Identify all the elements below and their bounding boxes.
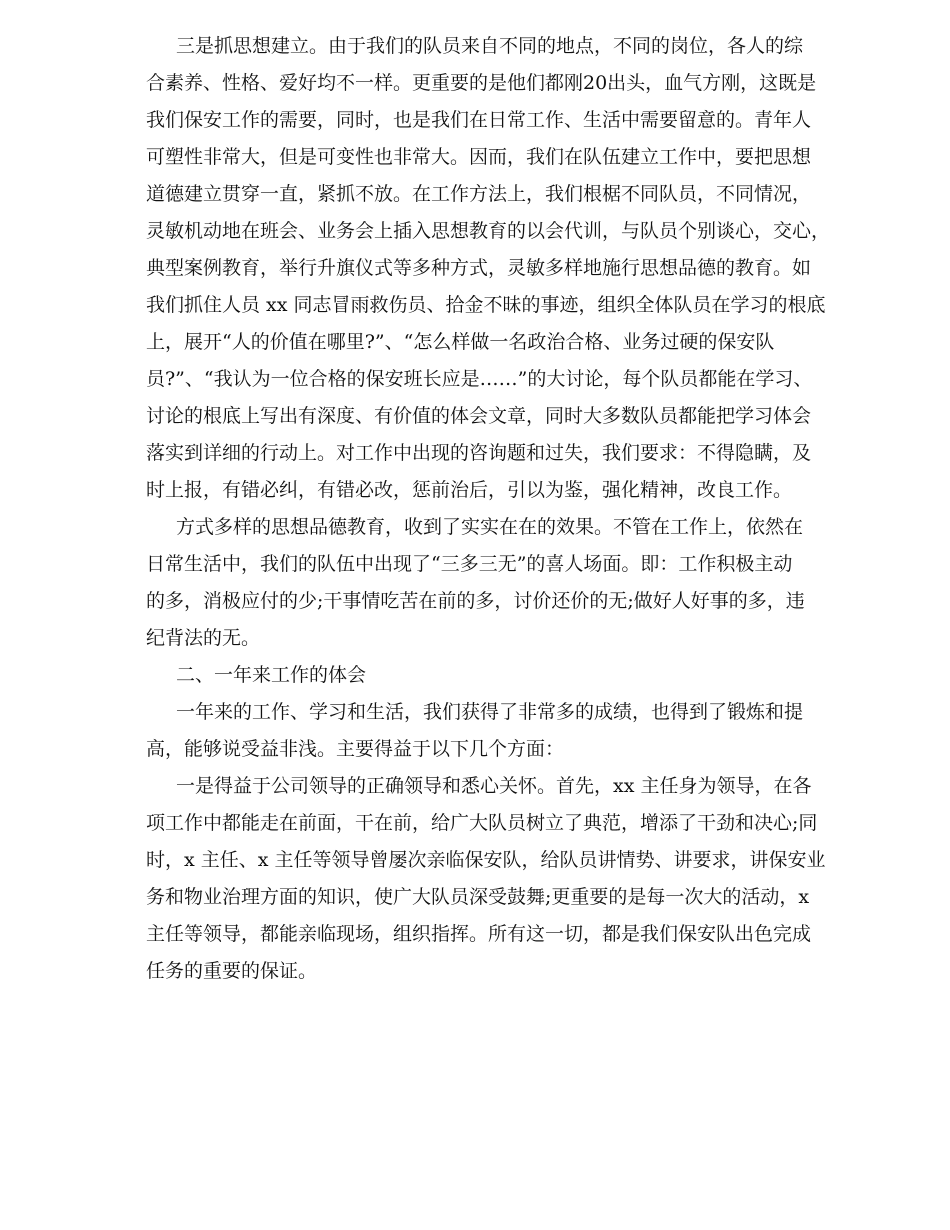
text-line: 上，展开“人的价值在哪里?”、“怎么样做一名政治合格、业务过硬的保安队	[146, 331, 775, 353]
text-line: 高，能够说受益非浅。主要得益于以下几个方面：	[146, 738, 565, 760]
text-line: 典型案例教育，举行升旗仪式等多种方式，灵敏多样地施行思想品德的教育。如	[146, 257, 812, 279]
text-line: 灵敏机动地在班会、业务会上插入思想教育的以会代训，与队员个别谈心，交心，	[146, 220, 831, 242]
text-line: 可塑性非常大，但是可变性也非常大。因而，我们在队伍建立工作中，要把思想	[146, 146, 812, 168]
text-line: 任务的重要的保证。	[146, 960, 318, 982]
text-line: 三是抓思想建立。由于我们的队员来自不同的地点，不同的岗位，各人的综	[176, 35, 804, 57]
text-line: 项工作中都能走在前面，干在前，给广大队员树立了典范，增添了干劲和决心;同	[146, 812, 818, 834]
text-line: 一年来的工作、学习和生活，我们获得了非常多的成绩，也得到了锻炼和提	[176, 701, 804, 723]
text-line: 务和物业治理方面的知识，使广大队员深受鼓舞;更重要的是每一次大的活动，x	[146, 886, 810, 908]
text-line: 一是得益于公司领导的正确领导和悉心关怀。首先，xx 主任身为领导，在各	[176, 775, 812, 797]
text-line: 落实到详细的行动上。对工作中出现的咨询题和过失，我们要求：不得隐瞒，及	[146, 442, 812, 464]
text-line: 合素养、性格、爱好均不一样。更重要的是他们都刚20出头，血气方刚，这既是	[146, 72, 817, 94]
text-line: 主任等领导，都能亲临现场，组织指挥。所有这一切，都是我们保安队出色完成	[146, 923, 812, 945]
text-line: 道德建立贯穿一直，紧抓不放。在工作方法上，我们根椐不同队员，不同情况，	[146, 183, 812, 205]
text-line: 方式多样的思想品德教育，收到了实实在在的效果。不管在工作上，依然在	[176, 516, 804, 538]
text-line: 纪背法的无。	[146, 627, 261, 649]
text-line: 我们抓住人员 xx 同志冒雨救伤员、拾金不昧的事迹，组织全体队员在学习的根底	[146, 294, 826, 316]
text-line: 日常生活中，我们的队伍中出现了“三多三无”的喜人场面。即：工作积极主动	[146, 553, 793, 575]
text-line: 员?”、“我认为一位合格的保安班长应是……”的大讨论，每个队员都能在学习、	[146, 368, 813, 390]
text-line: 的多，消极应付的少;干事情吃苦在前的多，讨价还价的无;做好人好事的多，违	[146, 590, 805, 612]
text-line: 时，x 主任、x 主任等领导曾屡次亲临保安队，给队员讲情势、讲要求，讲保安业	[146, 849, 826, 871]
section-heading: 二、一年来工作的体会	[176, 664, 367, 686]
text-line: 时上报，有错必纠，有错必改，惩前治后，引以为鉴，强化精神，改良工作。	[146, 479, 793, 501]
text-line: 讨论的根底上写出有深度、有价值的体会文章，同时大多数队员都能把学习体会	[146, 405, 812, 427]
text-line: 我们保安工作的需要，同时，也是我们在日常工作、生活中需要留意的。青年人	[146, 109, 812, 131]
